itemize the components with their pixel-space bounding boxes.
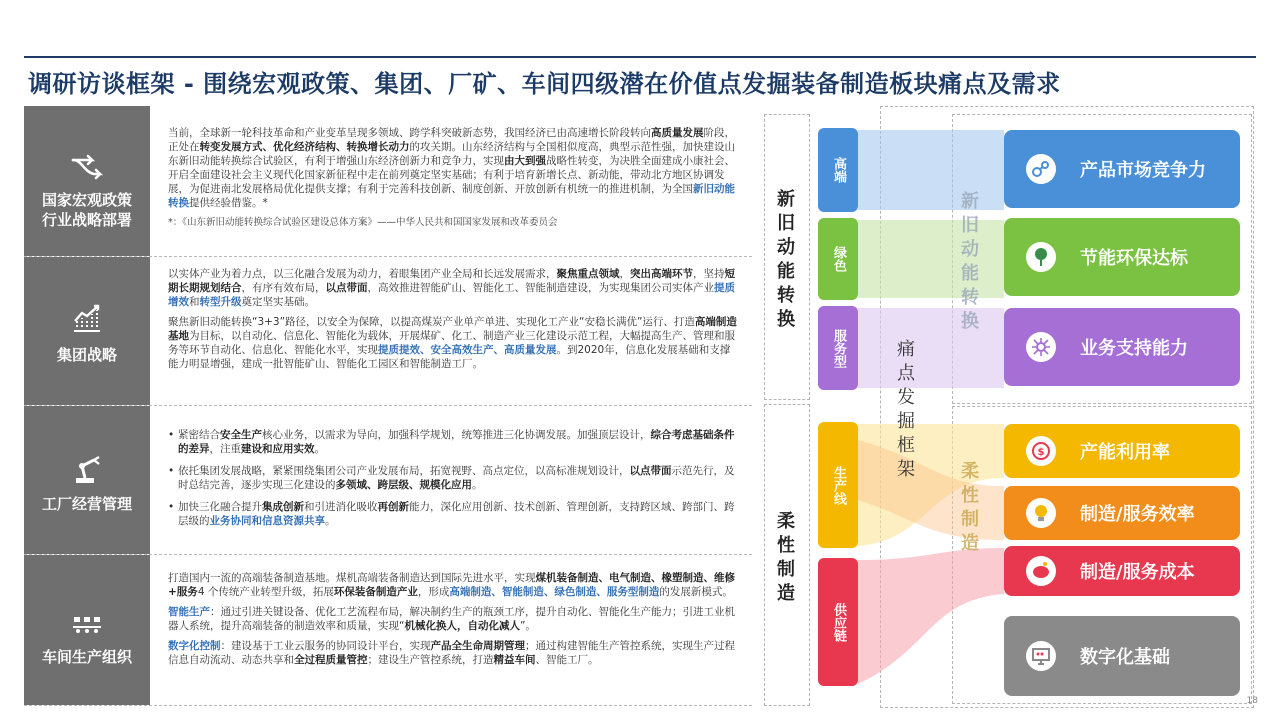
center-label: 痛点发掘框架	[897, 339, 915, 480]
row-label-line1: 车间生产组织	[41, 648, 132, 666]
lightbulb-icon	[1026, 498, 1056, 528]
page-title: 调研访谈框架 - 围绕宏观政策、集团、厂矿、车间四级潜在价值点发掘装备制造板块痛点及需求	[28, 70, 1061, 98]
pill-production-line: 生产线	[818, 422, 858, 548]
row-label-line1: 工厂经营管理	[41, 495, 132, 513]
card-cost	[1004, 546, 1240, 596]
gear-chain-icon	[1026, 154, 1056, 184]
card-label: 产能利用率	[1080, 442, 1170, 463]
card-energy-environment	[1004, 218, 1240, 296]
piggy-bank-icon	[1026, 556, 1056, 586]
card-capacity-utilization	[1004, 424, 1240, 478]
group2-label: 柔性制造	[777, 511, 795, 604]
card-label: 节能环保达标	[1080, 248, 1188, 269]
network-hub-icon	[1026, 332, 1056, 362]
flow-band-supply-chain	[858, 548, 1004, 684]
svg-text:$: $	[1037, 447, 1045, 458]
row-label-line1: 集团战略	[56, 346, 117, 364]
coin-icon	[1026, 436, 1056, 466]
card-label: 产品市场竞争力	[1080, 160, 1206, 181]
row-body-text: 打造国内一流的高端装备制造基地。煤机高端装备制造达到国际先进水平，实现煤机装备制造、电气制造、橡塑制造、维修+服务4 个传统产业转型升级，拓展环保装备制造产业，形成高端制造、智能制造、绿色制造、服务型制造的发展新模式。 智能生产：通过引进关键设备、优化工艺流程布局，解决制约生产的瓶颈工序，提升自动化、智能化生产能力；引进工业机器人系统，提升高端装备的制造效率和质量，实现“机械化换人，自动化减人”。 数字化控制：建设基于工业云服务的协同设计平台，实现产品全生命周期管理；通过构建智能生产管控系统，实现生产过程信息自动流动、动态共享和全过程质量管控；建设生产管控系统，打造精益车间、智能工厂。	[152, 555, 752, 705]
row-body-text: 当前，全球新一轮科技革命和产业变革呈现多领域、跨学科突破新态势，我国经济已由高速增长阶段转向高质量发展阶段，正处在转变发展方式、优化经济结构、转换增长动力的攻关期。山东经济结构与全国相似度高，典型示范性强，加快建设山东新旧动能转换综合试验区，有利于增强山东经济创新力和竞争力，实现由大到强战略性转变，为决胜全面建成小康社会、开启全面建设社会主义现代化国家新征程中走在前列奠定坚实基础；有利于培育新增长点、新动能，带动北方地区协调发展，为促进南北发展格局优化提供支撑；有利于完善科技创新、制度创新、开放创新有机统一的推进机制，为全国新旧动能转换提供经验借鉴。* *：《山东新旧动能转换综合试验区建设总体方案》——中华人民共和国国家发展和改革委员会	[152, 106, 752, 256]
overlay-group2-label: 柔性制造	[961, 461, 979, 554]
list-item: • 紧密结合安全生产核心业务，以需求为导向，加强科学规划，统筹推进三化协调发展。加强顶层设计，综合考虑基础条件的差异，注重建设和应用实效。	[178, 428, 738, 456]
card-label: 业务支持能力	[1080, 338, 1188, 359]
flow-band-high-end	[858, 130, 1004, 210]
overlay-group1-label: 新旧动能转换	[961, 191, 979, 332]
row-label-line1: 国家宏观政策	[41, 191, 132, 209]
card-label: 制造/服务效率	[1080, 504, 1195, 525]
pill-service: 服务型	[818, 306, 858, 390]
flow-band-green	[858, 220, 1004, 298]
card-label: 数字化基础	[1080, 647, 1170, 668]
card-market-competitiveness	[1004, 130, 1240, 208]
pill-high-end: 高端	[818, 128, 858, 212]
footnote: *：《山东新旧动能转换综合试验区建设总体方案》——中华人民共和国国家发展和改革委员会	[168, 217, 558, 228]
row-body-text: 以实体产业为着力点，以三化融合发展为动力，着眼集团产业全局和长远发展需求，聚焦重点领域，突出高端环节，坚持短期长期规划结合，有序有效布局，以点带面，高效推进智能矿山、智能化工、智能制造建设，为实现集团公司实体产业提质增效和转型升级奠定坚实基础。 聚焦新旧动能转换“3+3”路径，以安全为保障，以提高煤炭产业单产单进、实现化工产业“安稳长满优”运行、打造高端制造基地为目标，以自动化、信息化、智能化为载体，开展煤矿、化工、制造产业三化建设示范工程，大幅提高生产、管理和服务等环节自动化、信息化、智能化水平，实现提质提效、安全高效生产、高质量发展。到2020年，信息化发展基础和支撑能力明显增强，建成一批智能矿山、智能化工园区和智能制造工厂。	[152, 257, 752, 405]
list-item: • 依托集团发展战略，紧紧围绕集团公司产业发展布局，拓宽视野、高点定位，以高标准规划设计，以点带面示范先行，及时总结完善，逐步实现三化建设的多领域、跨层级、规模化应用。	[178, 464, 738, 492]
pill-green: 绿色	[818, 218, 858, 300]
card-label: 制造/服务成本	[1080, 562, 1195, 583]
flow-band-service	[858, 308, 1004, 388]
card-efficiency	[1004, 486, 1240, 540]
pill-supply-chain: 供应链	[818, 558, 858, 686]
monitor-icon	[1026, 641, 1056, 671]
row-label-line2: 行业战略部署	[41, 211, 132, 229]
card-business-support	[1004, 308, 1240, 386]
group1-label: 新旧动能转换	[777, 189, 795, 330]
list-item: • 加快三化融合提升集成创新和引进消化吸收再创新能力，深化应用创新、技术创新、管理创新，支持跨区域、跨部门、跨层级的业务协同和信息资源共享。	[178, 500, 738, 528]
page-number: 18	[1246, 696, 1258, 706]
tree-icon	[1026, 242, 1056, 272]
card-digital-foundation	[1004, 616, 1240, 696]
